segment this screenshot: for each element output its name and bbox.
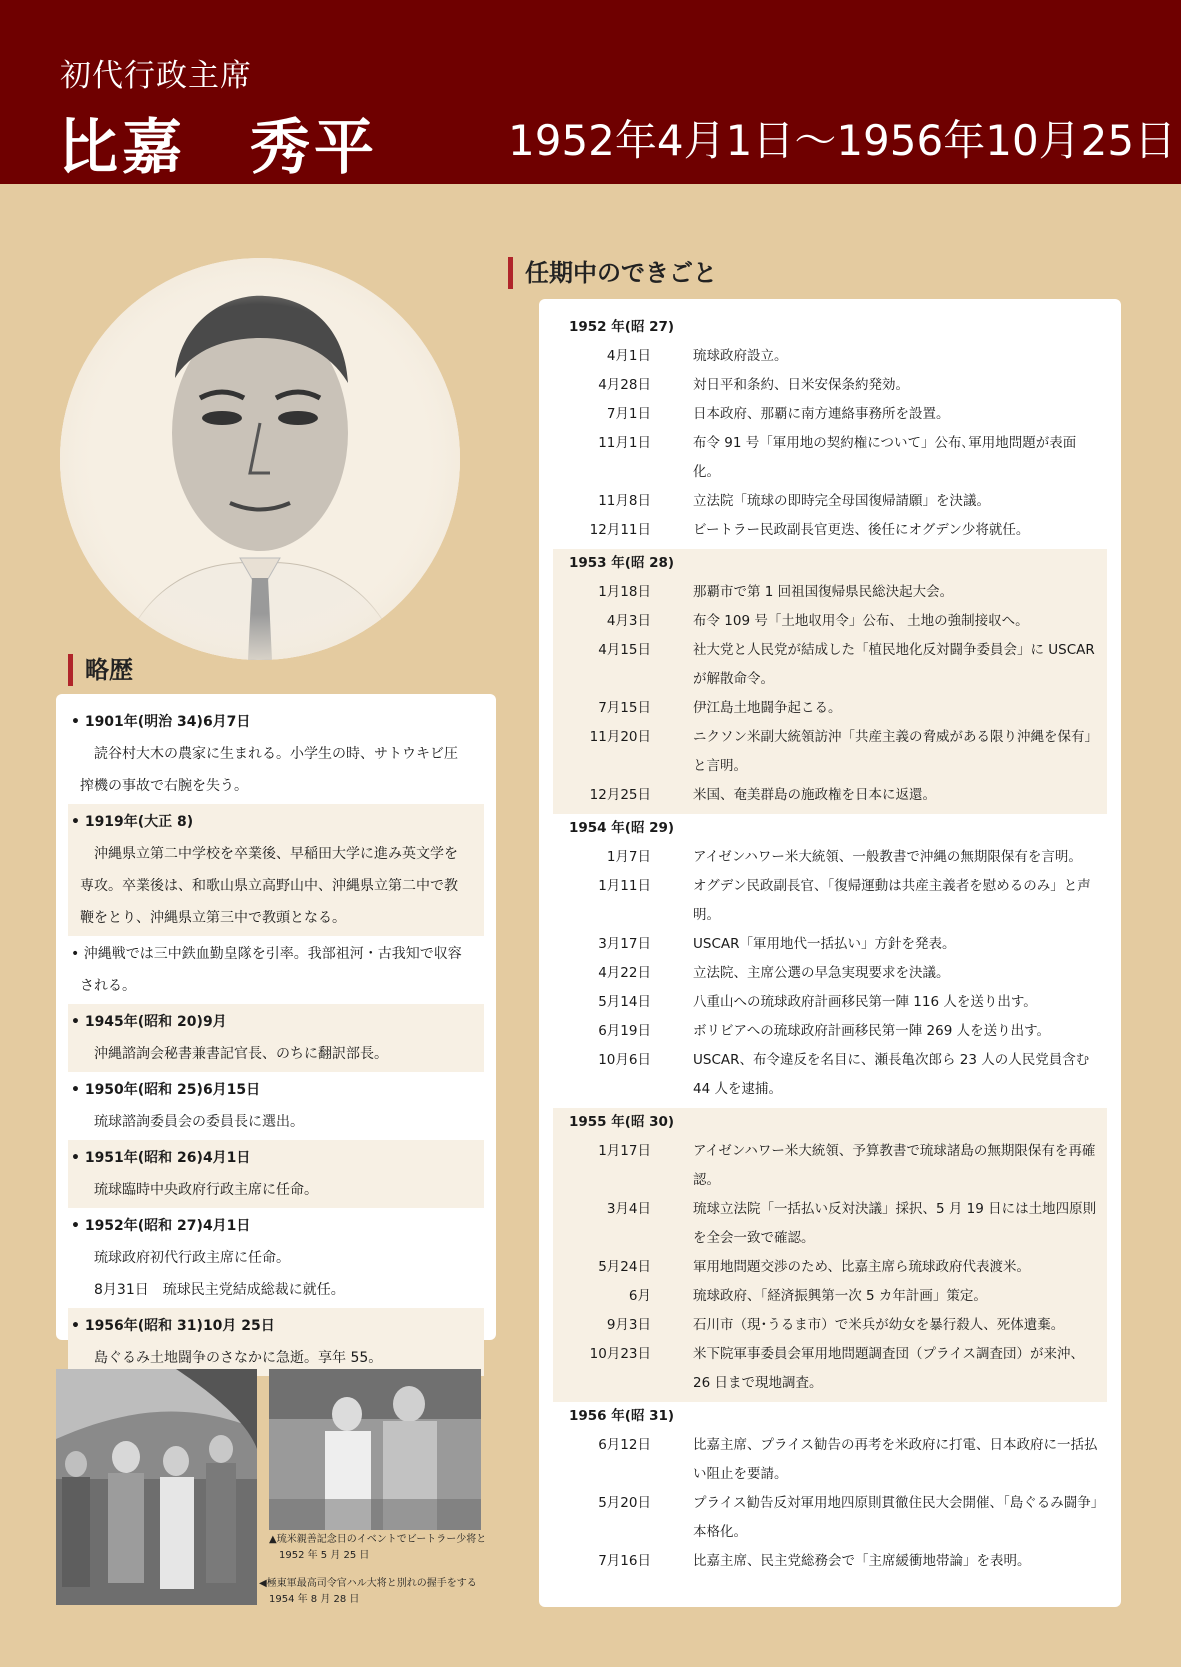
event-row (553, 843, 1107, 872)
photo-caption-hull (259, 1576, 477, 1608)
event-date: 1月11日 (598, 878, 651, 894)
event-text: ビートラー民政副長官更迭、後任にオグデン少将就任。 (693, 522, 1030, 538)
events-year-heading: 1954 年(昭 29) (569, 820, 675, 836)
event-date: 6月 (628, 1288, 651, 1304)
event-date: 7月15日 (598, 700, 651, 716)
event-text: 比嘉主席、民主党総務会で「主席緩衝地帯論」を表明。 (693, 1553, 1031, 1569)
event-date: 6月12日 (598, 1437, 651, 1453)
event-date: 4月1日 (606, 348, 651, 364)
event-text: USCAR、布令違反を名目に、瀬長亀次郎ら 23 人の人民党員含む 44 人を逮捕。 (693, 1052, 1090, 1097)
event-row (553, 1017, 1107, 1046)
bio-entry (68, 804, 484, 936)
event-row (553, 1137, 1107, 1195)
event-text: ボリビアへの琉球政府計画移民第一陣 269 人を送り出す。 (693, 1023, 1050, 1039)
event-date: 4月15日 (598, 642, 651, 658)
event-date: 4月22日 (598, 965, 651, 981)
event-text: USCAR「軍用地代一括払い」方針を発表。 (693, 936, 956, 952)
event-date: 5月20日 (598, 1495, 651, 1511)
event-text: アイゼンハワー米大統領、予算教書で琉球諸島の無期限保有を再確認。 (693, 1143, 1096, 1188)
bio-entry-line: 鞭をとり、沖縄県立第三中で教頭となる。 (80, 910, 346, 926)
term-dates: 1952年4月1日～1956年10月25日 (508, 116, 1177, 165)
bio-section-title: 略歴 (68, 654, 133, 686)
event-row (553, 516, 1107, 545)
event-date: 5月24日 (598, 1259, 651, 1275)
event-date: 1月7日 (606, 849, 651, 865)
header-banner (0, 0, 1181, 184)
bio-entry (68, 1208, 484, 1308)
event-date: 4月28日 (598, 377, 651, 393)
bio-entry-line: 琉球政府初代行政主席に任命。 (94, 1250, 290, 1266)
bio-entry-head: • 1952年(昭和 27)4月1日 (71, 1218, 251, 1234)
events-panel (539, 299, 1121, 1607)
event-text: 伊江島土地闘争起こる。 (693, 700, 842, 716)
event-row (553, 988, 1107, 1017)
event-date: 11月1日 (598, 435, 651, 451)
portrait-photo (60, 258, 460, 660)
events-year-block (553, 549, 1107, 814)
bio-entry-head: • 1919年(大正 8) (71, 814, 194, 830)
event-row (553, 872, 1107, 930)
subtitle: 初代行政主席 (60, 58, 252, 94)
bio-entry-head: • 1956年(昭和 31)10月 25日 (71, 1318, 275, 1334)
events-list (539, 299, 1121, 1580)
bio-entry-line: 8月31日 琉球民主党結成総裁に就任。 (94, 1282, 345, 1298)
event-text: 米国、奄美群島の施政権を日本に返還。 (693, 787, 936, 803)
event-row (553, 959, 1107, 988)
event-row (553, 487, 1107, 516)
event-text: 対日平和条約、日米安保条約発効。 (693, 377, 909, 393)
event-text: 琉球政府、「経済振興第一次 5 カ年計画」策定。 (693, 1288, 987, 1304)
event-date: 11月20日 (589, 729, 651, 745)
bio-entry (68, 936, 484, 1004)
event-date: 4月3日 (606, 613, 651, 629)
event-row (553, 723, 1107, 781)
bio-entry-line: 琉球臨時中央政府行政主席に任命。 (94, 1182, 318, 1198)
event-text: 八重山への琉球政府計画移民第一陣 116 人を送り出す。 (693, 994, 1037, 1010)
events-year-block (553, 1402, 1107, 1580)
bio-entry-line: される。 (80, 978, 136, 994)
events-year-heading: 1956 年(昭 31) (569, 1408, 675, 1424)
event-row (553, 694, 1107, 723)
event-date: 11月8日 (598, 493, 651, 509)
event-row (553, 1046, 1107, 1104)
event-date: 9月3日 (606, 1317, 651, 1333)
event-date: 12月25日 (589, 787, 651, 803)
event-text: オグデン民政副長官、「復帰運動は共産主義者を慰めるのみ」と声明。 (693, 878, 1091, 923)
event-date: 3月17日 (598, 936, 651, 952)
event-text: 日本政府、那覇に南方連絡事務所を設置。 (693, 406, 950, 422)
event-row (553, 1253, 1107, 1282)
events-year-block (553, 313, 1107, 549)
photo-caption-beightler (269, 1532, 486, 1564)
events-year-heading: 1952 年(昭 27) (569, 319, 675, 335)
bio-entry (68, 1072, 484, 1140)
person-name: 比嘉 秀平 (58, 113, 378, 183)
bio-entry (68, 1004, 484, 1072)
bio-entry-line: 搾機の事故で右腕を失う。 (80, 778, 248, 794)
photo-handshake-hull (56, 1369, 257, 1605)
event-date: 1月18日 (598, 584, 651, 600)
event-row (553, 1431, 1107, 1489)
bio-entry (68, 1140, 484, 1208)
bio-panel (56, 694, 496, 1366)
event-date: 3月4日 (606, 1201, 651, 1217)
event-row (553, 400, 1107, 429)
caption-line: ▲琉米親善記念日のイベントでビートラー少将と (269, 1534, 487, 1545)
event-text: 那覇市で第 1 回祖国復帰県民総決起大会。 (693, 584, 954, 600)
event-row (553, 342, 1107, 371)
event-text: 石川市（現･うるま市）で米兵が幼女を暴行殺人、死体遺棄。 (693, 1317, 1065, 1333)
events-year-block (553, 814, 1107, 1108)
event-date: 1月17日 (598, 1143, 651, 1159)
event-row (553, 1340, 1107, 1398)
event-text: 比嘉主席、プライス勧告の再考を米政府に打電、日本政府に一括払い阻止を要請。 (693, 1437, 1098, 1482)
bio-entry-line: 読谷村大木の農家に生まれる。小学生の時、サトウキビ圧 (94, 746, 458, 762)
event-date: 10月6日 (598, 1052, 651, 1068)
event-row (553, 429, 1107, 487)
bio-entry-line: 島ぐるみ土地闘争のさなかに急逝。享年 55。 (94, 1350, 383, 1366)
event-text: 布令 109 号「土地収用令」公布、 土地の強制接収へ。 (693, 613, 1029, 629)
event-text: プライス勧告反対軍用地四原則貫徹住民大会開催、「島ぐるみ闘争」本格化。 (693, 1495, 1098, 1540)
bio-entry (68, 1308, 484, 1376)
event-date: 7月16日 (598, 1553, 651, 1569)
event-text: 立法院、主席公選の早急実現要求を決議。 (693, 965, 950, 981)
event-text: ニクソン米副大統領訪沖「共産主義の脅威がある限り沖縄を保有」と言明。 (693, 729, 1098, 774)
event-text: 立法院「琉球の即時完全母国復帰請願」を決議。 (693, 493, 990, 509)
bio-entry-line: 琉球諮詢委員会の委員長に選出。 (94, 1114, 304, 1130)
event-row (553, 1489, 1107, 1547)
event-date: 6月19日 (598, 1023, 651, 1039)
event-text: 社大党と人民党が結成した「植民地化反対闘争委員会」に USCAR が解散命令。 (693, 642, 1095, 687)
event-row (553, 930, 1107, 959)
event-text: 布令 91 号「軍用地の契約権について」公布､軍用地問題が表面化。 (693, 435, 1077, 480)
event-date: 5月14日 (598, 994, 651, 1010)
event-row (553, 578, 1107, 607)
event-text: 琉球政府設立。 (693, 348, 788, 364)
caption-line: 1954 年 8 月 28 日 (269, 1594, 360, 1605)
event-row (553, 1282, 1107, 1311)
event-row (553, 1311, 1107, 1340)
bio-entry-head: • 1901年(明治 34)6月7日 (71, 714, 251, 730)
event-date: 10月23日 (589, 1346, 651, 1362)
caption-line: ◀極東軍最高司令官ハル大将と別れの握手をする (259, 1578, 477, 1589)
bio-entry-head: • 1951年(昭和 26)4月1日 (71, 1150, 251, 1166)
event-row (553, 781, 1107, 810)
event-text: アイゼンハワー米大統領、一般教書で沖縄の無期限保有を言明。 (693, 849, 1082, 865)
bio-entry-line: 沖縄諮詢会秘書兼書記官長、のちに翻訳部長。 (94, 1046, 388, 1062)
event-row (553, 371, 1107, 400)
event-row (553, 1547, 1107, 1576)
event-date: 7月1日 (606, 406, 651, 422)
events-year-heading: 1955 年(昭 30) (569, 1114, 675, 1130)
bio-entry-line: 沖縄県立第二中学校を卒業後、早稲田大学に進み英文学を (94, 846, 458, 862)
event-date: 12月11日 (589, 522, 651, 538)
caption-line: 1952 年 5 月 25 日 (279, 1550, 370, 1561)
events-year-block (553, 1108, 1107, 1402)
bio-entry-line: 専攻。卒業後は、和歌山県立高野山中、沖縄県立第二中で教 (80, 878, 458, 894)
photo-beightler (269, 1369, 481, 1530)
events-section-title: 任期中のできごと (508, 257, 717, 289)
bio-entry-head: • 沖縄戦では三中鉄血勤皇隊を引率。我部祖河・古我知で収容 (71, 946, 462, 962)
event-text: 琉球立法院「一括払い反対決議」採択、5 月 19 日には土地四原則を全会一致で確認。 (693, 1201, 1097, 1246)
bio-entry-head: • 1950年(昭和 25)6月15日 (71, 1082, 261, 1098)
event-text: 米下院軍事委員会軍用地問題調査団（プライス調査団）が来沖、26 日まで現地調査。 (693, 1346, 1084, 1391)
events-year-heading: 1953 年(昭 28) (569, 555, 675, 571)
event-row (553, 607, 1107, 636)
bio-entry (68, 704, 484, 804)
event-row (553, 1195, 1107, 1253)
event-row (553, 636, 1107, 694)
bio-entry-head: • 1945年(昭和 20)9月 (71, 1014, 227, 1030)
event-text: 軍用地問題交渉のため、比嘉主席ら琉球政府代表渡米。 (693, 1259, 1030, 1275)
